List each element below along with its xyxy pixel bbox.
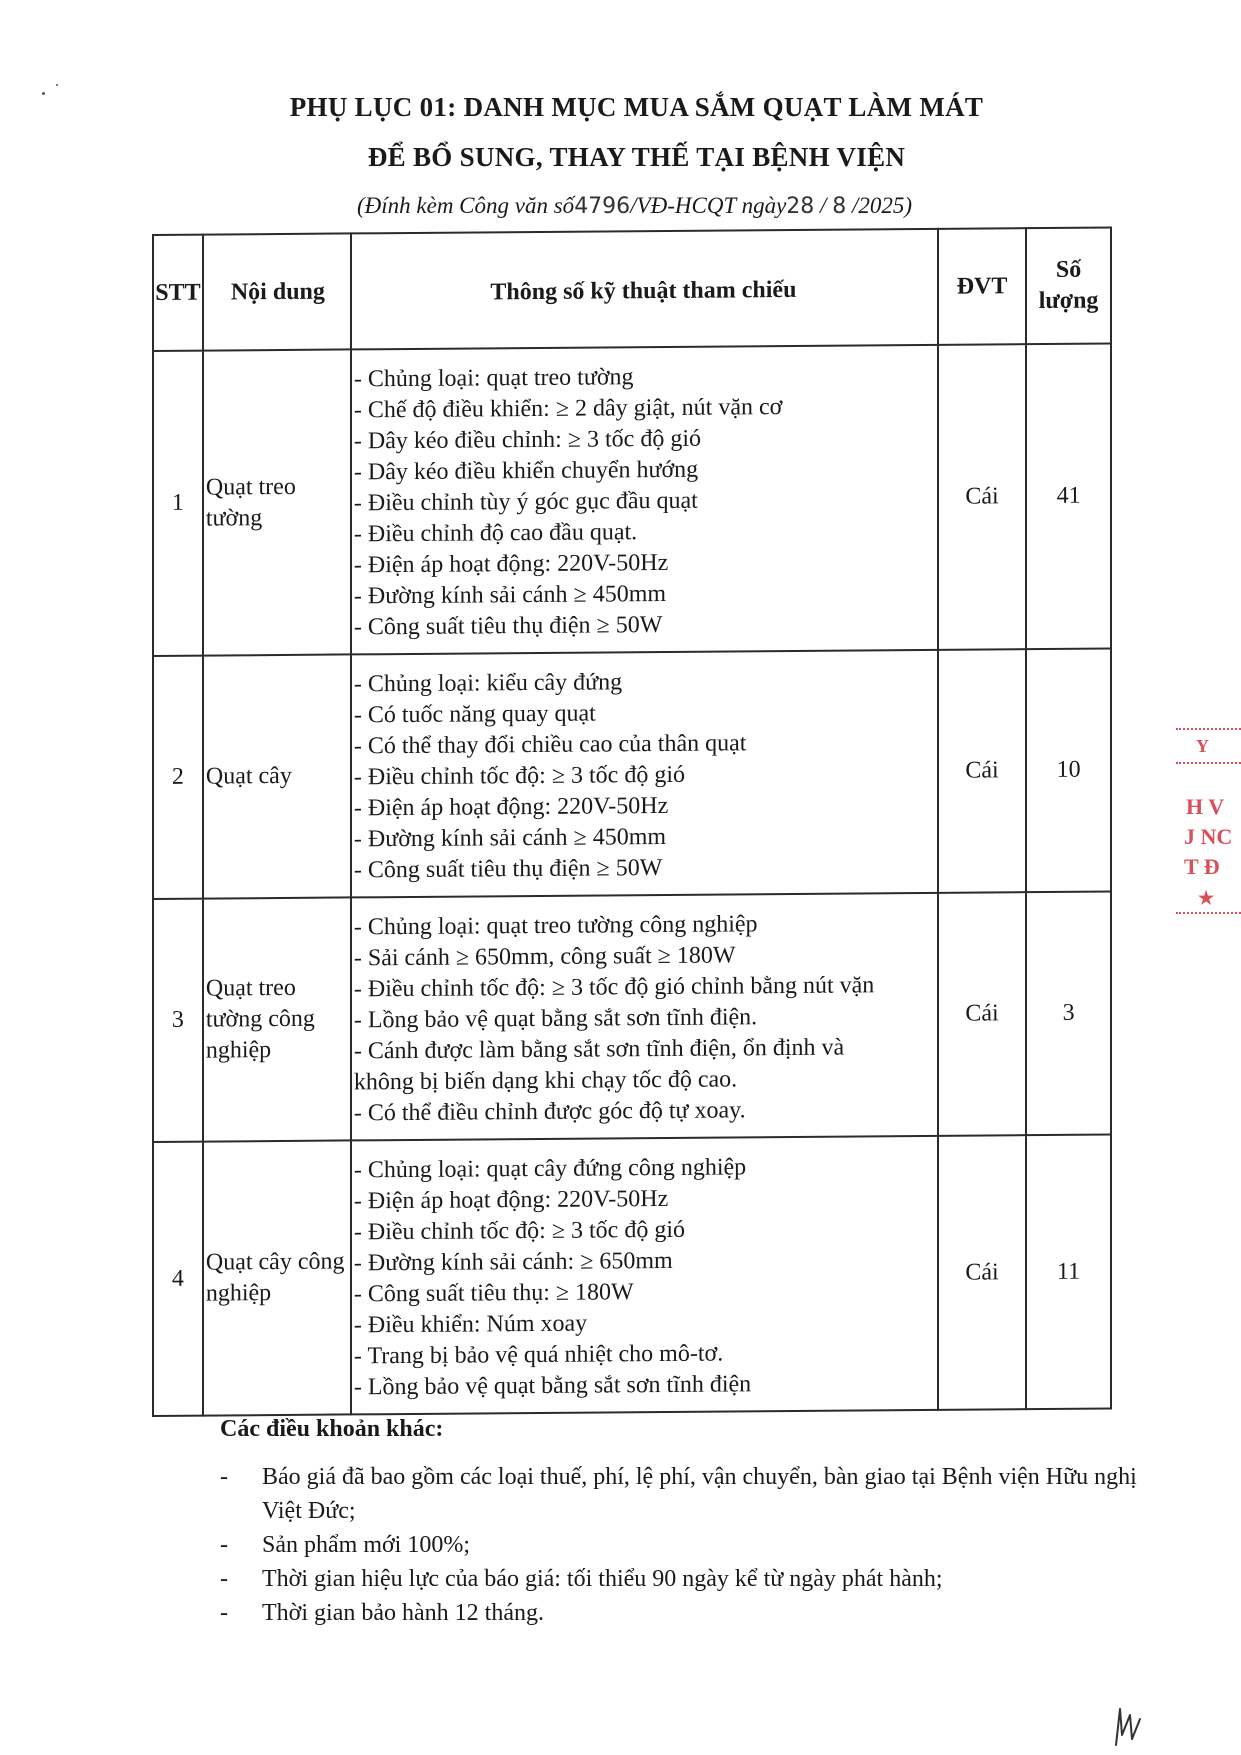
- ref-mid: /VĐ-HCQT ngày: [630, 193, 787, 218]
- spec-line: - Trang bị bảo vệ quá nhiệt cho mô-tơ.: [353, 1340, 724, 1370]
- row-specs: [351, 1136, 938, 1415]
- procurement-table: [152, 226, 1112, 1417]
- spec-line: - Điều chỉnh tùy ý góc gục đầu quạt: [353, 487, 698, 517]
- table-body: [153, 343, 1111, 1416]
- spec-line: - Công suất tiêu thụ: ≥ 180W: [353, 1279, 634, 1308]
- terms-list: [220, 1460, 1182, 1630]
- term-bullet: -: [220, 1464, 228, 1490]
- col-header-content: Nội dung: [203, 233, 351, 350]
- term-item: [220, 1460, 1182, 1528]
- stamp-border: [1176, 728, 1241, 730]
- spec-line: - Sải cánh ≥ 650mm, công suất ≥ 180W: [353, 942, 736, 972]
- spec-line: - Đường kính sải cánh ≥ 450mm: [353, 823, 667, 853]
- spec-line: - Điều khiển: Núm xoay: [353, 1310, 588, 1339]
- spec-line: - Điều chỉnh tốc độ: ≥ 3 tốc độ gió chỉnh bằng nút vặn: [353, 972, 875, 1003]
- row-stt: 2: [153, 656, 203, 899]
- table-row: [153, 891, 1111, 1142]
- term-text: Báo giá đã bao gồm các loại thuế, phí, lệ phí, vận chuyển, bàn giao tại Bệnh viện Hữu nghị Việt Đức;: [262, 1464, 1137, 1524]
- spec-line: - Điều chỉnh tốc độ: ≥ 3 tốc độ gió: [353, 1216, 686, 1246]
- table-row: [153, 648, 1111, 899]
- stamp-star: ★: [1198, 888, 1215, 908]
- spec-line: - Chủng loại: quạt cây đứng công nghiệp: [353, 1154, 747, 1184]
- term-bullet: -: [220, 1600, 228, 1626]
- spec-line: - Công suất tiêu thụ điện ≥ 50W: [353, 854, 663, 884]
- row-quantity: 11: [1026, 1134, 1111, 1409]
- stamp-fragment: [1176, 722, 1241, 952]
- term-text: Thời gian hiệu lực của báo giá: tối thiểu 90 ngày kể từ ngày phát hành;: [262, 1566, 943, 1592]
- spec-line: - Chủng loại: kiểu cây đứng: [353, 669, 623, 698]
- other-terms: [220, 1412, 1182, 1630]
- spec-line: - Điện áp hoạt động: 220V-50Hz: [353, 792, 669, 822]
- ref-number-handwritten: 4796: [574, 194, 631, 219]
- term-item: [220, 1596, 1182, 1630]
- row-unit: Cái: [938, 892, 1026, 1136]
- col-header-unit: ĐVT: [938, 228, 1026, 345]
- row-unit: Cái: [938, 1135, 1026, 1410]
- spec-line: - Lồng bảo vệ quạt bằng sắt sơn tĩnh điện: [353, 1371, 752, 1401]
- row-stt: 3: [153, 899, 203, 1142]
- spec-line: không bị biến dạng khi chạy tốc độ cao.: [353, 1066, 738, 1096]
- col-header-quantity-line-1: Số: [1055, 256, 1082, 283]
- document-reference: [0, 193, 1241, 219]
- term-item: [220, 1562, 1182, 1596]
- spec-line: - Lồng bảo vệ quạt bằng sắt sơn tĩnh điện.: [353, 1004, 758, 1034]
- row-quantity: 3: [1026, 891, 1111, 1135]
- row-stt: 4: [153, 1142, 203, 1416]
- document-title-line-1: PHỤ LỤC 01: DANH MỤC MUA SẮM QUẠT LÀM MÁT: [289, 92, 984, 122]
- stamp-text: T Đ: [1184, 854, 1220, 879]
- document-title-line-2: ĐỂ BỔ SUNG, THAY THẾ TẠI BỆNH VIỆN: [367, 142, 906, 172]
- stamp-text: J NC: [1184, 824, 1233, 849]
- spec-line: - Điều chỉnh độ cao đầu quạt.: [353, 519, 638, 548]
- row-stt: 1: [153, 351, 203, 656]
- spec-line: - Đường kính sải cánh ≥ 450mm: [353, 580, 667, 610]
- spec-line: - Dây kéo điều khiển chuyển hướng: [353, 456, 699, 486]
- row-item-name: Quạt treo tường: [203, 349, 351, 655]
- row-unit: Cái: [938, 344, 1026, 650]
- term-bullet: -: [220, 1566, 228, 1592]
- spec-line: - Chủng loại: quạt treo tường: [353, 364, 634, 393]
- spec-line: - Có tuốc năng quay quạt: [353, 700, 596, 729]
- ref-day-handwritten: 28: [786, 194, 815, 219]
- col-header-specs: Thông số kỹ thuật tham chiếu: [351, 229, 938, 350]
- term-text: Sản phẩm mới 100%;: [262, 1532, 471, 1558]
- spec-line: - Điện áp hoạt động: 220V-50Hz: [353, 1185, 669, 1215]
- ref-year: /2025): [846, 193, 912, 218]
- term-item: [220, 1528, 1182, 1562]
- col-header-quantity: [1026, 227, 1111, 344]
- table-header-row: [153, 227, 1111, 351]
- stamp-border: [1176, 912, 1241, 914]
- spec-line: - Có thể thay đổi chiều cao của thân quạt: [353, 730, 747, 760]
- stamp-border: [1176, 762, 1241, 764]
- ref-sep: /: [814, 193, 833, 218]
- term-text: Thời gian bảo hành 12 tháng.: [262, 1600, 544, 1626]
- spec-line: - Công suất tiêu thụ điện ≥ 50W: [353, 611, 663, 641]
- row-item-name: Quạt cây công nghiệp: [203, 1140, 351, 1415]
- row-specs: [351, 345, 938, 655]
- stamp-text: H V: [1186, 794, 1225, 819]
- spec-line: - Dây kéo điều chỉnh: ≥ 3 tốc độ gió: [353, 425, 701, 455]
- term-bullet: -: [220, 1532, 228, 1558]
- row-item-name: Quạt treo tường công nghiệp: [203, 897, 351, 1141]
- row-quantity: 10: [1026, 648, 1111, 892]
- col-header-quantity-line-2: lượng: [1038, 287, 1099, 315]
- row-item-name: Quạt cây: [203, 654, 351, 898]
- signature-mark: [1110, 1705, 1150, 1750]
- spec-line: - Chủng loại: quạt treo tường công nghiệp: [353, 911, 758, 941]
- spec-line: - Đường kính sải cánh: ≥ 650mm: [353, 1247, 673, 1277]
- ref-month-handwritten: 8: [832, 194, 847, 219]
- spec-line: - Điện áp hoạt động: 220V-50Hz: [353, 549, 669, 579]
- terms-heading: Các điều khoản khác:: [220, 1416, 444, 1442]
- stamp-text: Y: [1196, 736, 1209, 756]
- col-header-stt: STT: [153, 235, 203, 351]
- ref-prefix: (Đính kèm Công văn số: [357, 193, 575, 218]
- row-unit: Cái: [938, 649, 1026, 893]
- spec-line: - Có thể điều chỉnh được góc độ tự xoay.: [353, 1097, 746, 1127]
- spec-line: - Chế độ điều khiển: ≥ 2 dây giật, nút vặn cơ: [353, 394, 783, 424]
- spec-line: - Cánh được làm bằng sắt sơn tĩnh điện, ổn định và: [353, 1034, 845, 1065]
- row-quantity: 41: [1026, 343, 1111, 649]
- row-specs: [351, 893, 938, 1141]
- table-row: [153, 1134, 1111, 1416]
- spec-line: - Điều chỉnh tốc độ: ≥ 3 tốc độ gió: [353, 761, 686, 791]
- table-row: [153, 343, 1111, 656]
- scan-speck: [56, 84, 58, 86]
- row-specs: [351, 650, 938, 898]
